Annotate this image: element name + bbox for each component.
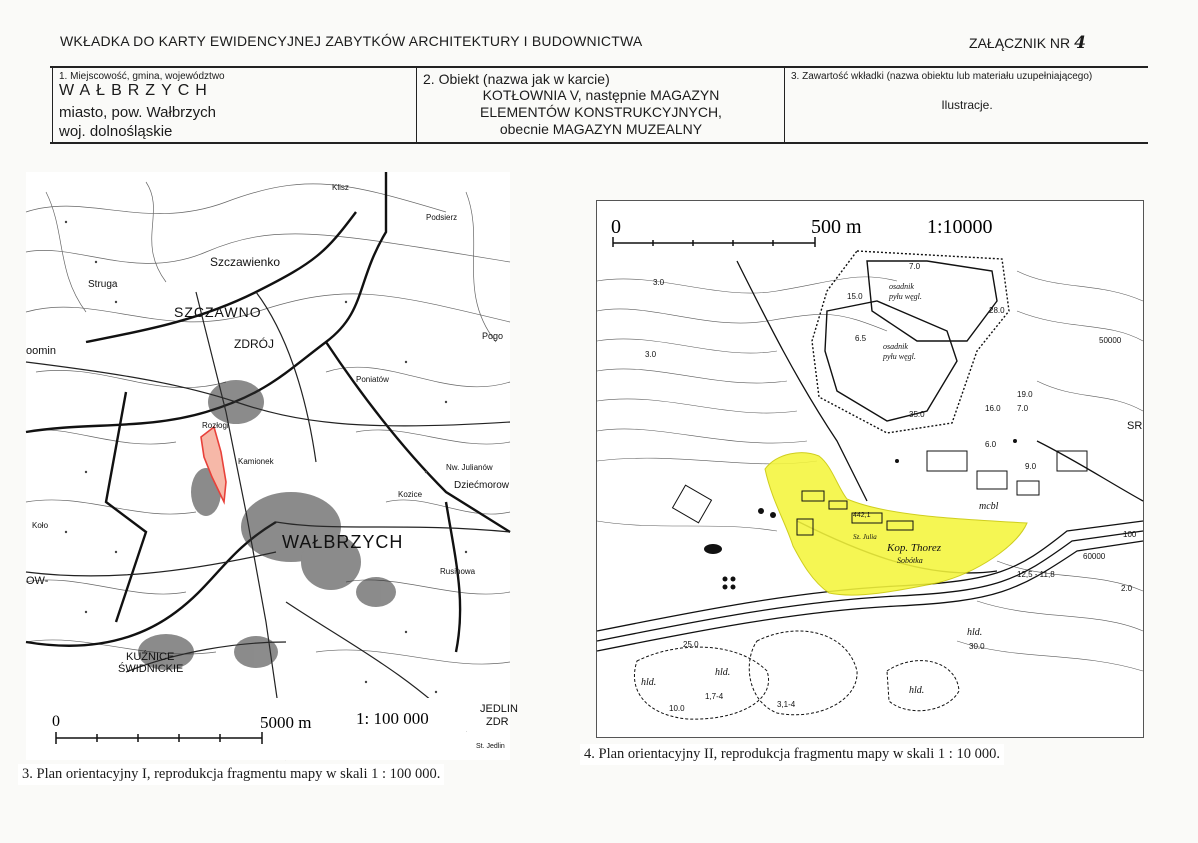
label-v250: 25.0	[683, 640, 699, 649]
location-county: miasto, pow. Wałbrzych	[59, 104, 216, 121]
label-kop-thorez: Kop. Thorez	[887, 542, 941, 554]
label-100: 100	[1123, 530, 1137, 539]
scale-header	[597, 201, 1143, 257]
label-ow: OW-	[26, 575, 49, 587]
label-pylu-2: pyłu węgl.	[883, 352, 916, 361]
label-hld-4: hld.	[641, 677, 657, 688]
object-name	[417, 87, 785, 138]
scale-distance: 5000 m	[260, 713, 312, 732]
header-bottom-rule	[50, 142, 1148, 144]
label-50000: 50000	[1099, 336, 1122, 345]
settling-ponds	[812, 251, 1009, 433]
label-v160: 16.0	[985, 404, 1001, 413]
annex-number: 4	[1074, 33, 1086, 53]
label-v17: 1,7-4	[705, 692, 724, 701]
label-szczawienko: Szczawienko	[210, 255, 281, 269]
label-nw-julianow: Nw. Julianów	[446, 463, 493, 472]
object-line-1: KOTŁOWNIA V, następnie MAGAZYN	[482, 87, 720, 103]
location-city: WAŁBRZYCH	[59, 82, 213, 99]
scale-zero-2: 0	[611, 216, 621, 238]
label-zdroj: ZDRÓJ	[234, 337, 274, 351]
label-sobotka: Sobótka	[897, 556, 923, 565]
label-60000: 60000	[1083, 552, 1106, 561]
object-label: 2. Obiekt (nazwa jak w karcie)	[423, 71, 610, 87]
boundary-lines	[26, 172, 510, 652]
map-labels	[641, 262, 1142, 713]
label-125: 12,5 - 11,8	[1017, 570, 1055, 579]
label-osadnik-1: osadnik	[889, 282, 914, 291]
label-rusinowa: Rusinowa	[440, 567, 476, 576]
location-label: 1. Miejscowość, gmina, województwo	[59, 71, 225, 82]
field-location	[52, 68, 416, 142]
annex-label	[969, 33, 1086, 53]
label-v90: 9.0	[1025, 462, 1037, 471]
label-dzieemorow: Dziećmorow	[454, 480, 510, 491]
label-pylu-1: pyłu węgl.	[889, 292, 922, 301]
caption-map-2: 4. Plan orientacyjny II, reprodukcja fragmentu mapy w skali 1 : 10 000.	[580, 744, 1004, 765]
map-overview-svg	[26, 172, 518, 760]
label-v28: 28.0	[989, 306, 1005, 315]
map-detail-svg	[597, 201, 1143, 737]
label-elev-442: 442,1	[853, 512, 871, 519]
label-swidnickie: ŚWIDNICKIE	[118, 663, 184, 675]
label-v300: 30.0	[969, 642, 985, 651]
label-v65: 6.5	[855, 334, 867, 343]
label-hld-2: hld.	[967, 627, 983, 638]
object-line-3: obecnie MAGAZYN MUZEALNY	[499, 121, 703, 137]
contents-value: Ilustracje.	[941, 98, 993, 112]
label-v7: 7.0	[909, 262, 921, 271]
label-szczawno: SZCZAWNO	[174, 304, 262, 320]
scale-distance-2: 500 m	[811, 216, 862, 238]
label-mcbl: mcbl	[979, 501, 999, 512]
scale-ratio-2: 1:10000	[927, 216, 993, 238]
label-v15: 15.0	[847, 292, 863, 301]
label-podsierz: Podsierz	[426, 213, 458, 222]
label-struga: Struga	[88, 279, 118, 290]
label-gomin: oomin	[26, 345, 56, 357]
label-zdr: ZDR	[486, 716, 509, 728]
label-poniatow: Poniatów	[356, 375, 389, 384]
label-rozlogi: Rozłogi	[202, 421, 229, 430]
map-detail-1-10000	[596, 200, 1144, 738]
annex-text: ZAŁĄCZNIK NR	[969, 35, 1071, 51]
label-v70: 7.0	[1017, 404, 1029, 413]
label-hld-3: hld.	[909, 685, 925, 696]
label-kamionek: Kamionek	[238, 457, 274, 466]
map-overview-1-100000	[26, 172, 518, 760]
label-kuznice: KUŹNICE	[126, 651, 175, 663]
scale-zero: 0	[52, 713, 60, 730]
label-v30b: 3.0	[645, 350, 657, 359]
scale-box	[26, 698, 466, 760]
field-object	[416, 68, 784, 142]
label-v190: 19.0	[1017, 390, 1033, 399]
label-st-julia: Sz. Julia	[853, 533, 877, 541]
object-line-2: ELEMENTÓW KONSTRUKCYJNYCH,	[480, 104, 722, 120]
label-kolo: Koło	[32, 521, 49, 530]
label-v350: 35.0	[909, 410, 925, 419]
label-v100: 10.0	[669, 704, 685, 713]
scale-ratio: 1: 100 000	[356, 709, 429, 728]
label-kozice: Kozice	[398, 490, 423, 499]
object-highlight-yellow	[765, 453, 1027, 595]
location-voivodeship: woj. dolnośląskie	[59, 123, 173, 140]
label-jedlina: JEDLIN	[480, 703, 518, 715]
document-title: WKŁADKA DO KARTY EWIDENCYJNEJ ZABYTKÓW ARCHITEKTURY I BUDOWNICTWA	[60, 33, 643, 49]
label-v20: 2.0	[1121, 584, 1133, 593]
label-walbrzych: WAŁBRZYCH	[282, 532, 404, 552]
caption-map-1: 3. Plan orientacyjny I, reprodukcja fragmentu mapy w skali 1 : 100 000.	[18, 764, 444, 785]
label-sr: SR	[1127, 420, 1143, 432]
label-v30a: 3.0	[653, 278, 665, 287]
label-klisz: Klisz	[332, 183, 349, 192]
label-v60: 6.0	[985, 440, 997, 449]
label-v31: 3,1-4	[777, 700, 796, 709]
label-osadnik-2: osadnik	[883, 342, 908, 351]
label-pogo: Pogo	[482, 331, 504, 341]
contents-label: 3. Zawartość wkładki (nazwa obiektu lub materiału uzupełniającego)	[791, 71, 1093, 82]
label-hld-1: hld.	[715, 667, 731, 678]
label-st-jedlina: St. Jedlin	[476, 743, 505, 750]
field-contents	[784, 68, 1148, 142]
